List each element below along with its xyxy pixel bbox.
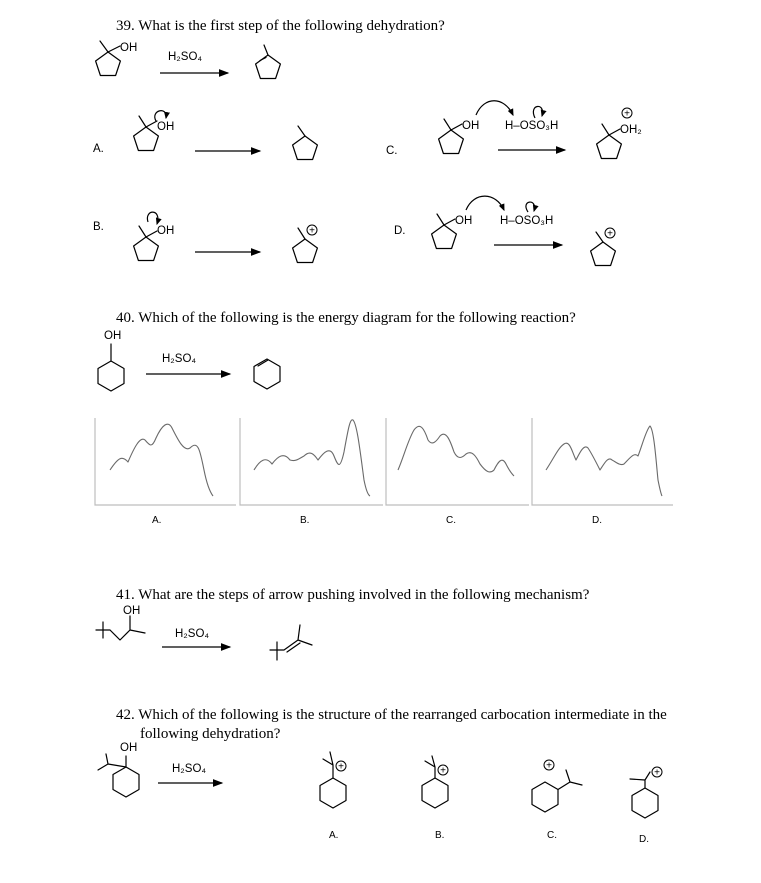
question-42-text-line2: following dehydration?: [140, 726, 281, 742]
charge-plus: +: [338, 761, 344, 773]
option-d-label: D.: [639, 834, 649, 845]
q42-option-a[interactable]: [320, 752, 346, 841]
acid-label: H–OSO₃H: [500, 215, 554, 227]
hydroxyl-label: OH: [455, 215, 473, 227]
q39-product-methylcyclopentene: [256, 45, 281, 79]
charge-plus: +: [546, 760, 552, 772]
charge-plus: +: [309, 225, 315, 237]
question-40: [95, 310, 673, 526]
q42-option-c[interactable]: [532, 760, 582, 841]
hydroxyl-label: OH: [157, 121, 175, 133]
charge-plus: +: [624, 108, 630, 120]
q41-product-alkene: [270, 625, 312, 660]
charge-plus: +: [654, 767, 660, 779]
curved-arrow: [476, 101, 513, 115]
curved-arrow: [147, 212, 157, 224]
option-b-label: B.: [93, 221, 104, 233]
hydroxyl-label: OH: [120, 42, 138, 54]
option-a-label: A.: [93, 143, 104, 155]
q40-product-cyclohexene: [254, 359, 280, 389]
diagram-c-label: C.: [446, 515, 456, 526]
q39-reactant: [96, 41, 138, 76]
acid-label: H–OSO₃H: [505, 120, 559, 132]
reagent-label: H₂SO₄: [168, 51, 203, 63]
reagent-label: H₂SO₄: [172, 763, 207, 775]
question-42-text-line1: 42. Which of the following is the structure of the rearranged carbocation intermediate in the: [116, 707, 667, 723]
oxonium-label: OH₂: [620, 124, 642, 136]
hydroxyl-label: OH: [462, 120, 480, 132]
q40-reactant-cyclohexanol: [98, 330, 124, 391]
hydroxyl-label: OH: [123, 605, 141, 617]
hydroxyl-label: OH: [104, 330, 122, 342]
reagent-label: H₂SO₄: [175, 628, 210, 640]
q42-reactant: [98, 742, 139, 797]
question-40-text: 40. Which of the following is the energy diagram for the following reaction?: [116, 310, 576, 326]
diagram-a-label: A.: [152, 515, 162, 526]
question-41: [96, 587, 590, 660]
q39-option-d[interactable]: [394, 196, 615, 265]
hydroxyl-label: OH: [120, 742, 138, 754]
option-a-label: A.: [329, 830, 339, 841]
energy-diagram-b[interactable]: [240, 418, 383, 526]
q42-option-b[interactable]: [422, 756, 448, 841]
energy-diagram-c[interactable]: [386, 418, 529, 526]
q39-option-c[interactable]: [386, 101, 642, 159]
question-42: [98, 707, 667, 845]
q42-option-d[interactable]: [630, 767, 662, 845]
q39-option-b[interactable]: [93, 212, 317, 262]
option-c-label: C.: [386, 145, 398, 157]
diagram-b-label: B.: [300, 515, 310, 526]
question-39-text: 39. What is the first step of the following dehydration?: [116, 18, 445, 34]
charge-plus: +: [607, 228, 613, 240]
curved-arrow: [466, 196, 504, 210]
diagram-d-label: D.: [592, 515, 602, 526]
q41-reactant-tertiary-alcohol: [96, 605, 145, 640]
charge-plus: +: [440, 765, 446, 777]
reagent-label: H₂SO₄: [162, 353, 197, 365]
curved-arrow: [533, 106, 542, 118]
hydroxyl-label: OH: [157, 225, 175, 237]
curved-arrow: [155, 111, 166, 121]
q39-option-a[interactable]: [93, 111, 317, 160]
question-39: [93, 18, 642, 266]
option-d-label: D.: [394, 225, 406, 237]
option-c-label: C.: [547, 830, 557, 841]
question-41-text: 41. What are the steps of arrow pushing involved in the following mechanism?: [116, 587, 590, 603]
energy-diagram-d[interactable]: [532, 418, 673, 526]
energy-diagram-a[interactable]: [95, 418, 236, 526]
curved-arrow: [526, 202, 535, 212]
option-b-label: B.: [435, 830, 445, 841]
